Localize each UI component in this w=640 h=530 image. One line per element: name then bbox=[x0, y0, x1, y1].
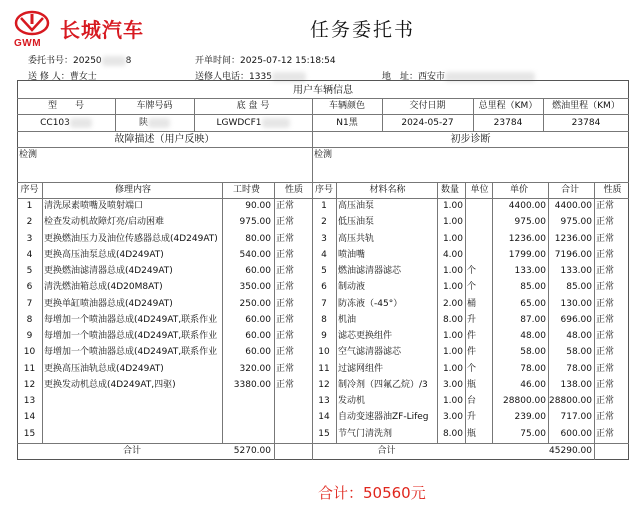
labor-row-cell: 10 bbox=[23, 347, 36, 358]
parts-row-cell: 1.00 bbox=[442, 396, 463, 406]
parts-total-value: 45290.00 bbox=[549, 446, 592, 456]
labor-row-cell: 正常 bbox=[276, 379, 295, 390]
parts-row-cell: 7 bbox=[321, 298, 327, 309]
labor-row-cell: 6 bbox=[26, 282, 33, 293]
labor-row-cell: 60.00 bbox=[245, 331, 271, 341]
parts-header-price: 单价 bbox=[509, 185, 528, 195]
address-label: 地 址： bbox=[382, 72, 419, 82]
phone-label: 送修人电话： bbox=[195, 72, 250, 82]
parts-row-cell: 2 bbox=[321, 217, 327, 228]
labor-total-label: 合计 bbox=[122, 446, 141, 456]
labor-row-cell: 4 bbox=[26, 249, 33, 260]
parts-row-cell: 717.00 bbox=[560, 412, 592, 423]
parts-row-cell: 正常 bbox=[596, 331, 615, 341]
vehicle-value-cell: 23784 bbox=[571, 118, 601, 128]
parts-header-type: 性质 bbox=[603, 185, 622, 195]
parts-row-cell: 8.00 bbox=[442, 314, 463, 325]
labor-row-cell: 正常 bbox=[276, 201, 295, 211]
brand-logo bbox=[12, 8, 162, 48]
diagnosis-title: 初步诊断 bbox=[450, 134, 491, 145]
parts-row-cell: 4400.00 bbox=[554, 201, 592, 211]
parts-row-cell: 75.00 bbox=[520, 428, 546, 439]
labor-row-cell: 每增加一个喷油器总成(4D249AT,联系作业 bbox=[44, 347, 218, 358]
parts-row-cell: 1236.00 bbox=[554, 233, 592, 244]
parts-row-cell: 58.00 bbox=[566, 347, 592, 358]
parts-row-cell: 升 bbox=[467, 314, 477, 325]
open-time-field bbox=[195, 53, 336, 66]
labor-total-value: 5270.00 bbox=[233, 446, 271, 456]
labor-row-cell: 每增加一个喷油器总成(4D249AT,联系作业 bbox=[44, 314, 218, 325]
labor-row-cell: 350.00 bbox=[239, 282, 271, 293]
parts-row-cell: 4400.00 bbox=[508, 201, 546, 211]
vehicle-value-cell: LGWDCF1 bbox=[194, 116, 312, 131]
labor-row-cell: 1 bbox=[26, 201, 33, 211]
parts-row-cell: 正常 bbox=[596, 249, 615, 260]
sender-value: 曹女士 bbox=[69, 72, 97, 82]
labor-row-cell: 正常 bbox=[276, 217, 295, 228]
parts-row-cell: 瓶 bbox=[467, 428, 477, 439]
labor-row-cell: 更换发动机总成(4D249AT,四驱) bbox=[44, 379, 176, 390]
labor-row-cell: 7 bbox=[26, 298, 33, 309]
labor-row-cell: 15 bbox=[23, 428, 36, 439]
gwm-emblem-icon bbox=[14, 10, 50, 36]
parts-row-cell: 138.00 bbox=[560, 379, 592, 390]
labor-row-cell: 正常 bbox=[276, 282, 295, 293]
parts-row-cell: 85.00 bbox=[566, 282, 592, 293]
parts-row-cell: 2.00 bbox=[442, 298, 463, 309]
parts-header-no: 序号 bbox=[314, 185, 333, 195]
parts-row-cell: 13 bbox=[318, 396, 330, 406]
labor-header-fee: 工时费 bbox=[232, 185, 260, 195]
parts-row-cell: 1 bbox=[321, 201, 327, 211]
parts-row-cell: 正常 bbox=[596, 363, 615, 374]
parts-row-cell: 1.00 bbox=[442, 331, 463, 341]
parts-row-cell: 1236.00 bbox=[508, 233, 546, 244]
parts-row-cell: 600.00 bbox=[560, 428, 592, 439]
parts-row-cell: 8 bbox=[321, 314, 327, 325]
parts-row-cell: 自动变速器油ZF-Lifeg bbox=[338, 412, 429, 423]
parts-row-cell: 133.00 bbox=[560, 266, 592, 276]
parts-row-cell: 高压共轨 bbox=[338, 233, 375, 244]
parts-row-cell: 正常 bbox=[596, 396, 615, 406]
parts-row-cell: 239.00 bbox=[514, 412, 546, 423]
parts-row-cell: 28800.00 bbox=[503, 396, 546, 406]
parts-row-cell: 台 bbox=[467, 396, 477, 406]
parts-row-cell: 正常 bbox=[596, 266, 615, 276]
parts-header-total: 合计 bbox=[560, 185, 579, 195]
parts-row-cell: 正常 bbox=[596, 428, 615, 439]
parts-row-cell: 4.00 bbox=[442, 249, 463, 260]
order-no-value: 20250 bbox=[73, 56, 102, 66]
parts-row-cell: 4 bbox=[321, 249, 327, 260]
parts-row-cell: 14 bbox=[318, 412, 330, 423]
parts-row-cell: 6 bbox=[321, 282, 327, 293]
vehicle-header-cell: 总里程（KM） bbox=[478, 101, 538, 111]
parts-row-cell: 15 bbox=[318, 428, 330, 439]
parts-row-cell: 7196.00 bbox=[554, 249, 592, 260]
labor-row-cell: 正常 bbox=[276, 233, 295, 244]
parts-row-cell: 正常 bbox=[596, 379, 615, 390]
parts-row-cell: 1.00 bbox=[442, 282, 463, 293]
labor-row-cell: 11 bbox=[23, 363, 36, 374]
labor-row-cell: 13 bbox=[23, 396, 36, 406]
parts-header-unit: 单位 bbox=[470, 185, 489, 195]
parts-row-cell: 1.00 bbox=[442, 347, 463, 358]
parts-row-cell: 正常 bbox=[596, 314, 615, 325]
labor-row-cell: 更换高压油泵总成(4D249AT) bbox=[44, 249, 164, 260]
parts-row-cell: 节气门清洗剂 bbox=[338, 428, 393, 439]
labor-row-cell: 320.00 bbox=[239, 363, 271, 374]
parts-row-cell: 瓶 bbox=[467, 379, 477, 390]
labor-row-cell: 更换燃油压力及油位传感器总成(4D249AT) bbox=[44, 233, 218, 244]
parts-row-cell: 1.00 bbox=[442, 201, 463, 211]
labor-row-cell: 8 bbox=[26, 314, 33, 325]
parts-row-cell: 1.00 bbox=[442, 217, 463, 228]
labor-row-cell: 9 bbox=[26, 331, 33, 341]
parts-row-cell: 升 bbox=[467, 412, 477, 423]
parts-row-cell: 正常 bbox=[596, 347, 615, 358]
vehicle-header-cell: 燃油里程（KM） bbox=[552, 101, 620, 111]
parts-total-label: 合计 bbox=[377, 446, 396, 456]
labor-header-type: 性质 bbox=[284, 185, 303, 195]
labor-row-cell: 更换单缸喷油器总成(4D249AT) bbox=[44, 298, 173, 309]
labor-row-cell: 60.00 bbox=[245, 314, 271, 325]
parts-row-cell: 过滤网组件 bbox=[338, 363, 384, 374]
vehicle-header-cell: 底 盘 号 bbox=[236, 101, 270, 111]
parts-row-cell: 1.00 bbox=[442, 363, 463, 374]
order-no-tail: 8 bbox=[125, 56, 132, 66]
labor-row-cell: 2 bbox=[26, 217, 33, 228]
brand-name: 长城汽车 bbox=[60, 18, 144, 42]
open-time-label: 开单时间： bbox=[195, 56, 241, 66]
vehicle-header-cell: 车牌号码 bbox=[136, 101, 173, 111]
labor-row-cell: 250.00 bbox=[239, 298, 271, 309]
parts-row-cell: 130.00 bbox=[560, 298, 592, 309]
parts-row-cell: 个 bbox=[467, 363, 477, 374]
parts-row-cell: 133.00 bbox=[514, 266, 546, 276]
parts-row-cell: 制动液 bbox=[338, 282, 366, 293]
parts-row-cell: 48.00 bbox=[566, 331, 592, 341]
labor-row-cell: 60.00 bbox=[245, 347, 271, 358]
fault-title: 故障描述（用户反映） bbox=[114, 134, 215, 145]
parts-row-cell: 件 bbox=[467, 347, 477, 358]
brand-gwm: GWM bbox=[14, 38, 42, 49]
order-no-field bbox=[28, 53, 131, 66]
parts-row-cell: 78.00 bbox=[520, 363, 546, 374]
labor-row-cell: 每增加一个喷油器总成(4D249AT,联系作业 bbox=[44, 331, 218, 341]
parts-row-cell: 正常 bbox=[596, 298, 615, 309]
parts-row-cell: 9 bbox=[321, 331, 327, 341]
vehicle-value-cell: 陕 bbox=[115, 116, 194, 131]
labor-row-cell: 更换高压油轨总成(4D249AT) bbox=[44, 363, 164, 374]
parts-row-cell: 28800.00 bbox=[549, 396, 592, 406]
parts-row-cell: 空气滤清器滤芯 bbox=[338, 347, 402, 358]
labor-row-cell: 检查发动机故障灯亮/启动困难 bbox=[44, 217, 165, 228]
parts-row-cell: 机油 bbox=[338, 314, 357, 325]
parts-row-cell: 正常 bbox=[596, 217, 615, 228]
vehicle-header-cell: 车辆颜色 bbox=[328, 101, 365, 111]
labor-row-cell: 清洗燃油箱总成(4D20M8AT) bbox=[44, 282, 163, 293]
parts-row-cell: 个 bbox=[467, 266, 477, 276]
parts-row-cell: 低压油泵 bbox=[338, 217, 375, 228]
parts-row-cell: 3 bbox=[321, 233, 327, 244]
parts-row-cell: 48.00 bbox=[520, 331, 546, 341]
parts-row-cell: 12 bbox=[318, 379, 330, 390]
parts-row-cell: 11 bbox=[318, 363, 330, 374]
parts-row-cell: 85.00 bbox=[520, 282, 546, 293]
labor-row-cell: 60.00 bbox=[245, 266, 271, 276]
labor-row-cell: 14 bbox=[23, 412, 36, 423]
parts-row-cell: 喷油嘴 bbox=[338, 249, 366, 260]
phone-value: 1335 bbox=[249, 72, 272, 82]
parts-row-cell: 8.00 bbox=[442, 428, 463, 439]
parts-row-cell: 燃油滤清器滤芯 bbox=[338, 266, 402, 276]
parts-row-cell: 正常 bbox=[596, 282, 615, 293]
parts-row-cell: 58.00 bbox=[520, 347, 546, 358]
parts-row-cell: 975.00 bbox=[560, 217, 592, 228]
labor-header-no: 序号 bbox=[20, 185, 39, 195]
parts-row-cell: 发动机 bbox=[338, 396, 366, 406]
labor-row-cell: 12 bbox=[23, 379, 36, 390]
diagnosis-text: 检测 bbox=[314, 150, 333, 160]
order-no-label: 委托书号： bbox=[28, 56, 74, 66]
labor-row-cell: 正常 bbox=[276, 298, 295, 309]
sender-label: 送 修 人： bbox=[28, 72, 70, 82]
parts-row-cell: 1.00 bbox=[442, 266, 463, 276]
open-time-value: 2025-07-12 15:18:54 bbox=[240, 56, 336, 66]
vehicle-section-title: 用户车辆信息 bbox=[293, 85, 353, 96]
vehicle-value-cell: CC103 bbox=[17, 116, 115, 131]
document-title: 任务委托书 bbox=[310, 19, 416, 41]
labor-row-cell: 正常 bbox=[276, 347, 295, 358]
vehicle-value-cell: N1黑 bbox=[336, 118, 358, 128]
parts-row-cell: 78.00 bbox=[566, 363, 592, 374]
labor-row-cell: 更换燃油滤清器总成(4D249AT) bbox=[44, 266, 173, 276]
parts-row-cell: 5 bbox=[321, 266, 327, 276]
address-value: 西安市 bbox=[418, 72, 446, 82]
labor-row-cell: 正常 bbox=[276, 314, 295, 325]
parts-row-cell: 制冷剂（四氟乙烷）/3 bbox=[338, 379, 428, 390]
parts-row-cell: 975.00 bbox=[514, 217, 546, 228]
vehicle-header-cell: 交付日期 bbox=[409, 101, 446, 111]
labor-row-cell: 正常 bbox=[276, 331, 295, 341]
labor-row-cell: 清洗尿素喷嘴及喷射端口 bbox=[44, 201, 144, 211]
labor-row-cell: 正常 bbox=[276, 249, 295, 260]
parts-row-cell: 696.00 bbox=[560, 314, 592, 325]
parts-row-cell: 46.00 bbox=[520, 379, 546, 390]
labor-row-cell: 正常 bbox=[276, 363, 295, 374]
parts-row-cell: 高压油泵 bbox=[338, 201, 375, 211]
parts-row-cell: 正常 bbox=[596, 201, 615, 211]
labor-row-cell: 3 bbox=[26, 233, 33, 244]
parts-row-cell: 3.00 bbox=[442, 412, 463, 423]
labor-row-cell: 540.00 bbox=[239, 249, 271, 260]
vehicle-header-cell: 型 号 bbox=[47, 101, 84, 111]
labor-row-cell: 5 bbox=[26, 266, 33, 276]
fault-text: 检测 bbox=[19, 150, 38, 160]
parts-row-cell: 桶 bbox=[467, 298, 477, 309]
parts-row-cell: 1799.00 bbox=[508, 249, 546, 260]
parts-row-cell: 滤芯更换组件 bbox=[338, 331, 393, 341]
parts-row-cell: 3.00 bbox=[442, 379, 463, 390]
parts-row-cell: 件 bbox=[467, 331, 477, 341]
labor-row-cell: 3380.00 bbox=[233, 379, 271, 390]
parts-row-cell: 防冻液（-45°） bbox=[338, 298, 403, 309]
parts-row-cell: 个 bbox=[467, 282, 477, 293]
vehicle-value-cell: 23784 bbox=[493, 118, 523, 128]
grand-total: 合计：50560元 bbox=[318, 484, 426, 502]
parts-row-cell: 65.00 bbox=[520, 298, 546, 309]
labor-row-cell: 975.00 bbox=[239, 217, 271, 228]
labor-row-cell: 正常 bbox=[276, 266, 295, 276]
labor-header-content: 修理内容 bbox=[114, 185, 151, 195]
labor-row-cell: 80.00 bbox=[245, 233, 271, 244]
labor-row-cell: 90.00 bbox=[245, 201, 271, 211]
vehicle-value-cell: 2024-05-27 bbox=[401, 118, 454, 128]
parts-row-cell: 正常 bbox=[596, 412, 615, 423]
parts-row-cell: 1.00 bbox=[442, 233, 463, 244]
parts-header-qty: 数量 bbox=[440, 185, 459, 195]
parts-row-cell: 87.00 bbox=[520, 314, 546, 325]
parts-header-name: 材料名称 bbox=[369, 185, 406, 195]
parts-row-cell: 正常 bbox=[596, 233, 615, 244]
parts-row-cell: 10 bbox=[318, 347, 330, 358]
